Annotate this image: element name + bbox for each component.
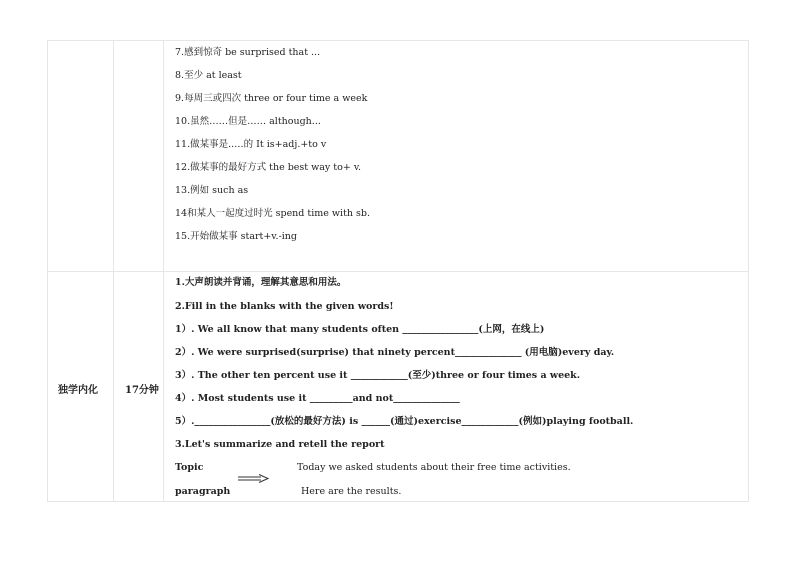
task-fill-blanks: 2.Fill in the blanks with the given words! bbox=[175, 301, 394, 312]
vocab-item-14: 14和某人一起度过时光 spend time with sb. bbox=[175, 208, 371, 219]
topic-text: Today we asked students about their free time activities. bbox=[297, 462, 571, 473]
vocab-item-15: 15.开始做某事 start+v.-ing bbox=[175, 231, 298, 242]
vocab-item-12: 12.做某事的最好方式 the best way to+ v. bbox=[175, 162, 362, 173]
vocab-item-9: 9.每周三或四次 three or four time a week bbox=[175, 93, 368, 104]
right-arrow-icon bbox=[237, 474, 271, 483]
lesson-table bbox=[47, 40, 749, 502]
section-name: 独学内化 bbox=[58, 385, 98, 396]
vocab-item-7: 7.感到惊奇 be surprised that ... bbox=[175, 47, 321, 58]
topic-label: Topic bbox=[175, 462, 204, 473]
task-summarize: 3.Let's summarize and retell the report bbox=[175, 439, 385, 450]
vocab-item-8: 8.至少 at least bbox=[175, 70, 242, 81]
vocab-item-13: 13.例如 such as bbox=[175, 185, 249, 196]
paragraph-text: Here are the results. bbox=[301, 486, 402, 497]
vocab-item-10: 10.虽然……但是…… although... bbox=[175, 116, 321, 127]
question-4: 4）. Most students use it _________and not______________ bbox=[175, 393, 460, 404]
paragraph-label: paragraph bbox=[175, 486, 231, 497]
question-3: 3）. The other ten percent use it ____________(至少)three or four times a week. bbox=[175, 370, 581, 381]
row-divider bbox=[48, 271, 748, 272]
section-time: 17分钟 bbox=[125, 385, 159, 396]
question-2: 2）. We were surprised(surprise) that ninety percent______________ (用电脑)every day. bbox=[175, 347, 615, 358]
question-5: 5）.________________(放松的最好方法) is ______(通过)exercise____________(例如)playing football. bbox=[175, 416, 634, 427]
vocab-item-11: 11.做某事是..…的 It is+adj.+to v bbox=[175, 139, 327, 150]
task-read-aloud: 1.大声朗读并背诵，理解其意思和用法。 bbox=[175, 277, 347, 288]
question-1: 1）. We all know that many students often ________________(上网，在线上) bbox=[175, 324, 545, 335]
